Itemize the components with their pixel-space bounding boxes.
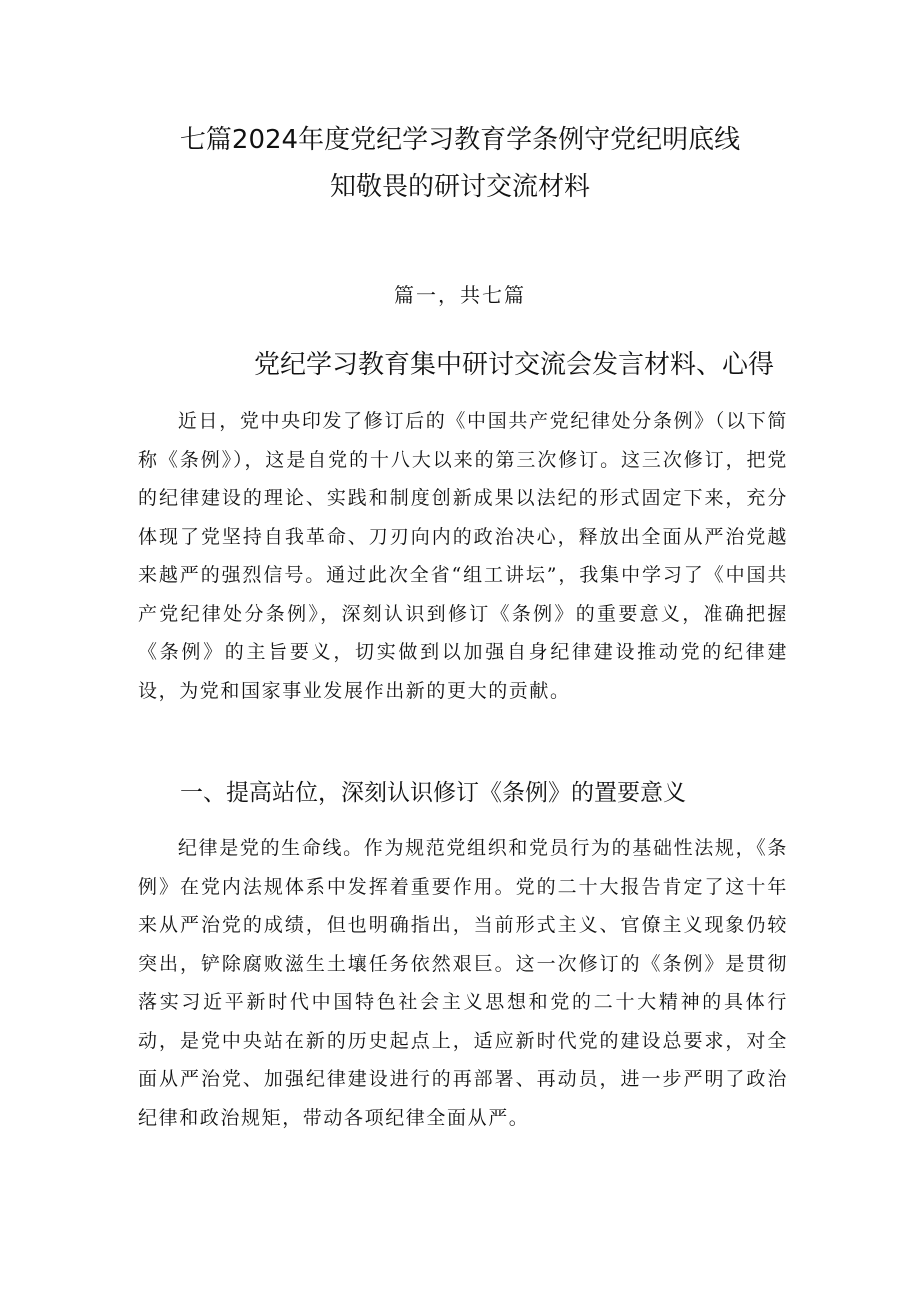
document-title-line-1: 七篇2024年度党纪学习教育学条例守党纪明底线 [179,125,741,155]
intro-paragraph: 近日，党中央印发了修订后的《中国共产党纪律处分条例》（以下简称《条例》），这是自党的十八大以来的第三次修订。这三次修订，把党的纪律建设的理论、实践和制度创新成果以法纪的形式固定下来，充分体现了党坚持自我革命、刀刃向内的政治决心，释放出全面从严治党越来越严的强烈信号。通过此次全省“组工讲坛”，我集中学习了《中国共产党纪律处分条例》，深刻认识到修订《条例》的重要意义，准确把握《条例》的主旨要义，切实做到以加强自身纪律建设推动党的纪律建设，为党和国家事业发展作出新的更大的贡献。 [138,410,788,702]
article-title: 党纪学习教育集中研讨交流会发言材料、心得 [254,350,775,380]
document-title-line-2: 知敬畏的研讨交流材料 [329,172,590,202]
section-heading: 一、提高站位，深刻认识修订《条例》的置要意义 [180,780,686,806]
section-paragraph: 纪律是党的生命线。作为规范党组织和党员行为的基础性法规，《条例》在党内法规体系中发挥着重要作用。党的二十大报告肯定了这十年来从严治党的成绩，但也明确指出，当前形式主义、官僚主义现象仍较突出，铲除腐败滋生土壤任务依然艰巨。这一次修订的《条例》是贯彻落实习近平新时代中国特色社会主义思想和党的二十大精神的具体行动，是党中央站在新的历史起点上，适应新时代党的建设总要求，对全面从严治党、加强纪律建设进行的再部署、再动员，进一步严明了政治纪律和政治规矩，带动各项纪律全面从严。 [138,837,788,1129]
series-label: 篇一，共七篇 [394,283,526,307]
